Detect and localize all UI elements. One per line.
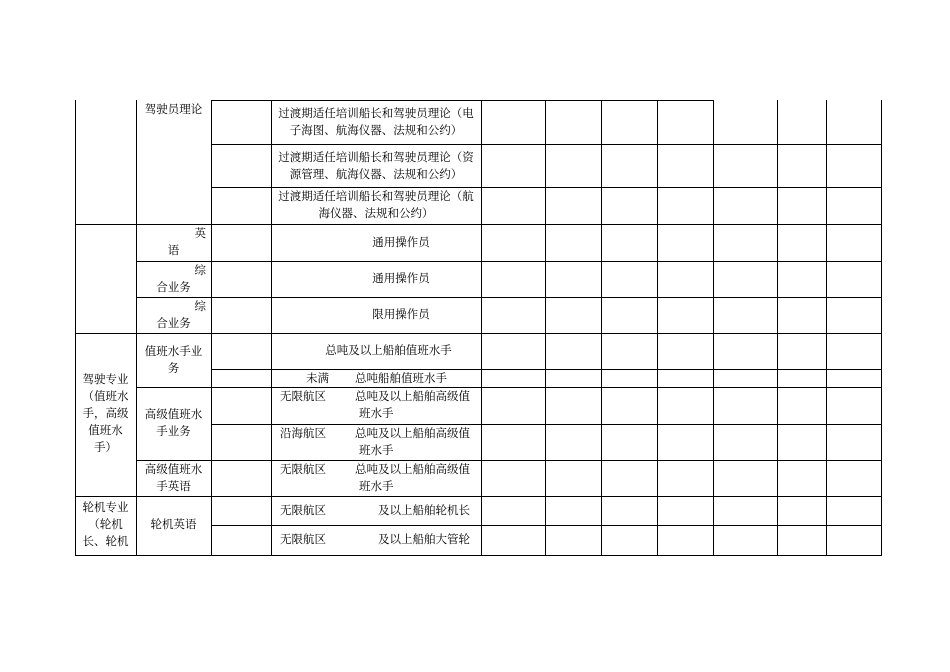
senior-watch-text: 班水手 xyxy=(359,443,394,457)
table-rule xyxy=(545,100,546,556)
engine-major-label: 轮机专业 xyxy=(82,500,129,514)
table-rule xyxy=(826,100,827,556)
senior-english-text: 总吨及以上船舶高级值 xyxy=(355,462,470,476)
table-rule xyxy=(601,100,602,556)
navigation-area: 无限航区 xyxy=(280,462,326,476)
transition-training-text: 过渡期适任培训船长和驾驶员理论（航 xyxy=(278,189,474,203)
senior-english-text: 班水手 xyxy=(359,479,394,493)
navigation-area: 无限航区 xyxy=(280,532,326,546)
table-rule xyxy=(481,100,482,556)
watch-rating-text: 总吨船舶值班水手 xyxy=(355,371,447,385)
general-business-label: 综 xyxy=(194,263,206,277)
table-rule xyxy=(136,261,882,262)
engine-major-label: （轮机 xyxy=(88,517,123,531)
english-label: 语 xyxy=(167,243,180,257)
table-rule xyxy=(777,100,778,556)
watch-rating-label: 值班水手业 xyxy=(144,344,203,358)
navigation-area: 沿海航区 xyxy=(280,426,326,440)
senior-english-label: 高级值班水 xyxy=(144,462,203,476)
transition-training-text: 源管理、航海仪器、法规和公约） xyxy=(289,167,463,181)
table-rule xyxy=(136,387,882,388)
engine-english-text: 及以上船舶轮机长 xyxy=(378,503,470,517)
watch-rating-text: 总吨及以上船舶值班水手 xyxy=(325,343,452,357)
general-business-label: 合业务 xyxy=(156,316,191,330)
transition-training-text: 过渡期适任培训船长和驾驶员理论（资 xyxy=(278,150,474,164)
table-rule xyxy=(211,144,882,145)
table-rule xyxy=(136,297,882,298)
engine-major-label: 长、轮机 xyxy=(82,534,129,548)
watch-rating-text: 未满 xyxy=(306,371,329,385)
table-rule xyxy=(657,100,658,556)
watch-rating-label: 务 xyxy=(167,361,180,375)
navigation-area: 无限航区 xyxy=(280,503,326,517)
senior-watch-label: 手业务 xyxy=(156,424,191,438)
deck-major-label: （值班水 xyxy=(82,389,129,403)
general-business-label: 合业务 xyxy=(156,280,191,294)
senior-watch-text: 总吨及以上船舶高级值 xyxy=(355,426,470,440)
engine-english-label: 轮机英语 xyxy=(150,517,197,531)
operator-text: 通用操作员 xyxy=(372,271,430,285)
deck-major-label: 驾驶专业 xyxy=(82,372,129,386)
table-rule xyxy=(211,525,882,526)
operator-text: 限用操作员 xyxy=(372,307,430,321)
deck-major-label: 手，高级 xyxy=(82,406,129,420)
transition-training-text: 海仪器、法规和公约） xyxy=(318,206,434,220)
senior-english-label: 手英语 xyxy=(156,479,191,493)
table-rule xyxy=(75,496,882,497)
table-rule xyxy=(211,100,212,556)
operator-text: 通用操作员 xyxy=(372,235,430,249)
engine-english-text: 及以上船舶大管轮 xyxy=(378,532,470,546)
table-rule xyxy=(75,333,882,334)
general-business-label: 综 xyxy=(194,299,206,313)
table-rule xyxy=(881,100,882,556)
senior-watch-text: 总吨及以上船舶高级值 xyxy=(355,389,470,403)
deck-major-label: 值班水 xyxy=(88,423,123,437)
driver-theory-label: 驾驶员理论 xyxy=(144,102,203,116)
table-rule xyxy=(75,100,76,556)
table-rule xyxy=(75,555,882,556)
navigation-area: 无限航区 xyxy=(280,389,326,403)
senior-watch-label: 高级值班水 xyxy=(144,407,203,421)
transition-training-text: 过渡期适任培训船长和驾驶员理论（电 xyxy=(278,106,474,120)
transition-training-text: 子海图、航海仪器、法规和公约） xyxy=(289,123,463,137)
senior-watch-text: 班水手 xyxy=(359,406,394,420)
table-rule xyxy=(136,460,882,461)
english-label: 英 xyxy=(194,226,206,240)
table-rule xyxy=(211,100,714,101)
table-rule xyxy=(713,100,714,556)
deck-major-label: 手） xyxy=(94,440,117,454)
